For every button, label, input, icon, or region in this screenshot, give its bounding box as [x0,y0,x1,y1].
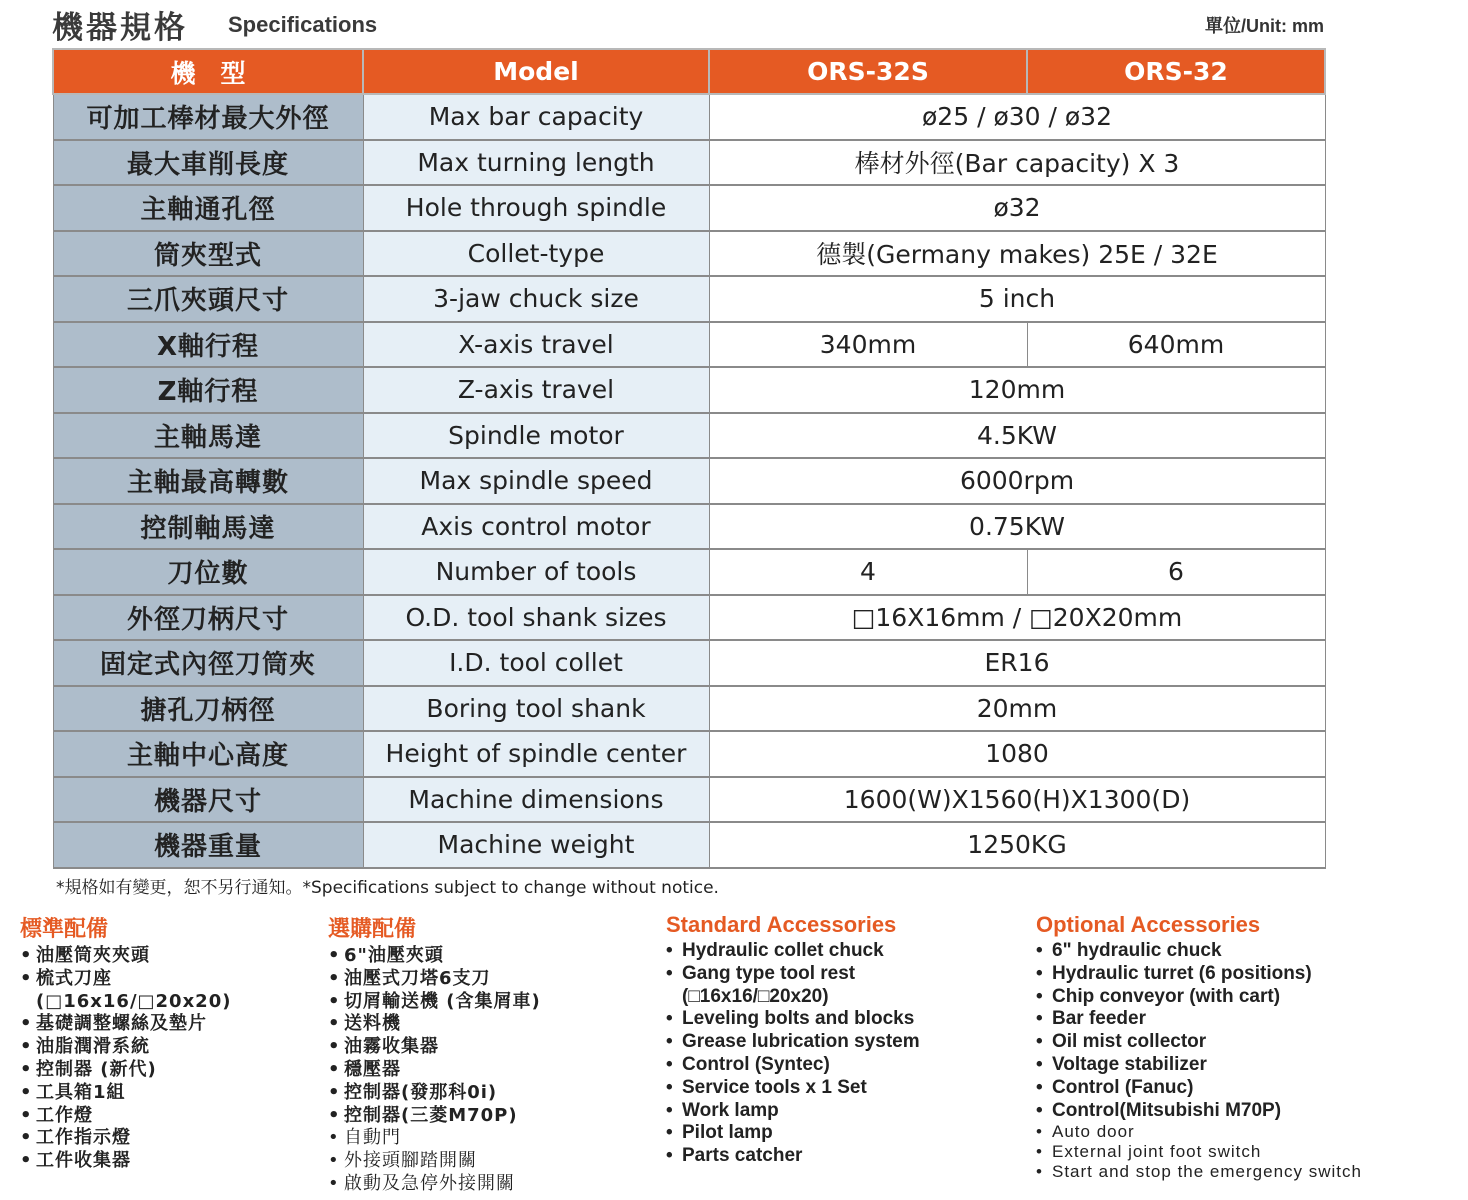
row-label-zh: 主軸最高轉數 [53,458,363,504]
list-item: (□16x16/□20x20) [36,990,232,1012]
list-item: • 工具箱1組 [20,1082,231,1105]
list-item: • 工作指示燈 [20,1127,231,1150]
table-row [53,413,1325,459]
list-item: • 6"油壓夾頭 [328,945,541,968]
header-ors-32: ORS-32 [1027,49,1325,94]
row-value: □16X16mm / □20X20mm [709,595,1325,641]
row-label-en: Max turning length [363,140,709,186]
list-item: • Grease lubrication system [666,1031,920,1054]
list-item: • 控制器 (新代) [20,1059,231,1082]
list-item: • Control(Mitsubishi M70P) [1036,1100,1362,1123]
list-item: • Auto door [1036,1122,1362,1142]
row-value: 棒材外徑(Bar capacity) X 3 [709,140,1325,186]
list-item: • 工件收集器 [20,1150,231,1173]
list-item: • 基礎調整螺絲及墊片 [20,1013,231,1036]
list-item: • 控制器(三菱M70P) [328,1105,541,1128]
row-label-zh: 外徑刀柄尺寸 [53,595,363,641]
table-row [53,504,1325,550]
list-item: • Hydraulic collet chuck [666,940,920,963]
list-item: • 油壓式刀塔6支刀 [328,968,541,991]
table-row [53,367,1325,413]
list-item: • Gang type tool rest [666,963,920,986]
row-label-en: Hole through spindle [363,185,709,231]
list-item: (□16x16/□20x20) [682,985,829,1007]
row-value: 1080 [709,731,1325,777]
row-label-en: Collet-type [363,231,709,277]
row-value-ors-32: 6 [1027,549,1325,595]
row-value-ors-32s: 340mm [709,322,1027,368]
list-item: • 自動門 [328,1127,541,1150]
table-row [53,458,1325,504]
footnote: *規格如有變更，恕不另行通知。*Specifications subject to change without notice. [56,878,719,898]
list-item: • 切屑輸送機 (含集屑車) [328,991,541,1014]
row-label-zh: 主軸馬達 [53,413,363,459]
header-model-en: Model [363,49,709,94]
list-item: • Pilot lamp [666,1122,920,1145]
list-item: • 控制器(發那科0i) [328,1082,541,1105]
list-item: • External joint foot switch [1036,1142,1362,1162]
row-label-zh: 三爪夾頭尺寸 [53,276,363,322]
standard-accessories-zh [20,912,231,1173]
row-label-zh: X軸行程 [53,322,363,368]
row-value: 20mm [709,686,1325,732]
row-value: 6000rpm [709,458,1325,504]
list-item: • Voltage stabilizer [1036,1054,1362,1077]
list-item: • Bar feeder [1036,1008,1362,1031]
table-row [53,322,1325,368]
list-item: • Hydraulic turret (6 positions) [1036,963,1362,986]
row-label-zh: 主軸通孔徑 [53,185,363,231]
row-label-zh: 主軸中心高度 [53,731,363,777]
row-label-zh: 控制軸馬達 [53,504,363,550]
list-item: • Start and stop the emergency switch [1036,1162,1362,1182]
table-row [53,822,1325,868]
row-value-ors-32: 640mm [1027,322,1325,368]
list-item: • 啟動及急停外接開關 [328,1173,541,1196]
row-label-zh: 搪孔刀柄徑 [53,686,363,732]
page-header [52,2,1324,46]
list-item: • Parts catcher [666,1145,920,1168]
row-label-en: O.D. tool shank sizes [363,595,709,641]
optional-accessories-en-title: Optional Accessories [1036,912,1261,937]
unit-label: 單位/Unit: mm [1205,16,1324,36]
title-zh: 機器規格 [52,10,188,46]
list-item: • Service tools x 1 Set [666,1077,920,1100]
table-row [53,777,1325,823]
list-item: • 穩壓器 [328,1059,541,1082]
list-item: • Oil mist collector [1036,1031,1362,1054]
row-label-zh: 機器尺寸 [53,777,363,823]
title-en: Specifications [228,12,378,37]
row-label-zh: Z軸行程 [53,367,363,413]
row-value: 1600(W)X1560(H)X1300(D) [709,777,1325,823]
row-value: 1250KG [709,822,1325,868]
list-item: • 油脂潤滑系統 [20,1036,231,1059]
table-row [53,231,1325,277]
table-row [53,686,1325,732]
list-item: • Work lamp [666,1100,920,1123]
row-label-zh: 刀位數 [53,549,363,595]
optional-accessories-en [1036,912,1362,1182]
list-item: • Chip conveyor (with cart) [1036,986,1362,1009]
list-item: • 油霧收集器 [328,1036,541,1059]
list-item: • Control (Syntec) [666,1054,920,1077]
header-ors-32s: ORS-32S [709,49,1027,94]
list-item: • 外接頭腳踏開關 [328,1150,541,1173]
table-header-row [53,49,1325,94]
row-value: 120mm [709,367,1325,413]
list-item: • 6" hydraulic chuck [1036,940,1362,963]
table-row [53,595,1325,641]
optional-accessories-zh [328,912,541,1196]
standard-accessories-zh-title: 標準配備 [20,916,109,941]
table-row [53,140,1325,186]
row-label-en: 3-jaw chuck size [363,276,709,322]
row-label-en: Max spindle speed [363,458,709,504]
standard-accessories-en-title: Standard Accessories [666,912,897,937]
table-row [53,276,1325,322]
list-item: • Leveling bolts and blocks [666,1008,920,1031]
row-label-zh: 筒夾型式 [53,231,363,277]
row-label-en: Machine weight [363,822,709,868]
row-label-zh: 可加工棒材最大外徑 [53,94,363,140]
header-model-zh: 機 型 [53,49,363,94]
row-label-zh: 固定式內徑刀筒夾 [53,640,363,686]
row-value: 4.5KW [709,413,1325,459]
row-label-en: Height of spindle center [363,731,709,777]
row-label-en: Machine dimensions [363,777,709,823]
list-item: • 工作燈 [20,1105,231,1128]
table-row [53,94,1325,140]
optional-accessories-zh-title: 選購配備 [328,916,417,941]
row-value: 5 inch [709,276,1325,322]
row-label-en: Axis control motor [363,504,709,550]
list-item: • 送料機 [328,1013,541,1036]
row-label-en: I.D. tool collet [363,640,709,686]
row-value: 德製(Germany makes) 25E / 32E [709,231,1325,277]
row-label-en: Spindle motor [363,413,709,459]
row-value-ors-32s: 4 [709,549,1027,595]
table-row [53,731,1325,777]
row-label-en: Number of tools [363,549,709,595]
list-item: • 梳式刀座 [20,968,231,991]
row-label-en: Max bar capacity [363,94,709,140]
list-item: • 油壓筒夾夾頭 [20,945,231,968]
row-label-zh: 機器重量 [53,822,363,868]
row-value: ER16 [709,640,1325,686]
row-value: 0.75KW [709,504,1325,550]
table-row [53,185,1325,231]
row-value: ø25 / ø30 / ø32 [709,94,1325,140]
standard-accessories-en [666,912,920,1168]
table-row [53,549,1325,595]
row-label-en: Boring tool shank [363,686,709,732]
list-item: • Control (Fanuc) [1036,1077,1362,1100]
row-value: ø32 [709,185,1325,231]
row-label-zh: 最大車削長度 [53,140,363,186]
table-row [53,640,1325,686]
row-label-en: X-axis travel [363,322,709,368]
row-label-en: Z-axis travel [363,367,709,413]
specifications-table [52,48,1326,869]
